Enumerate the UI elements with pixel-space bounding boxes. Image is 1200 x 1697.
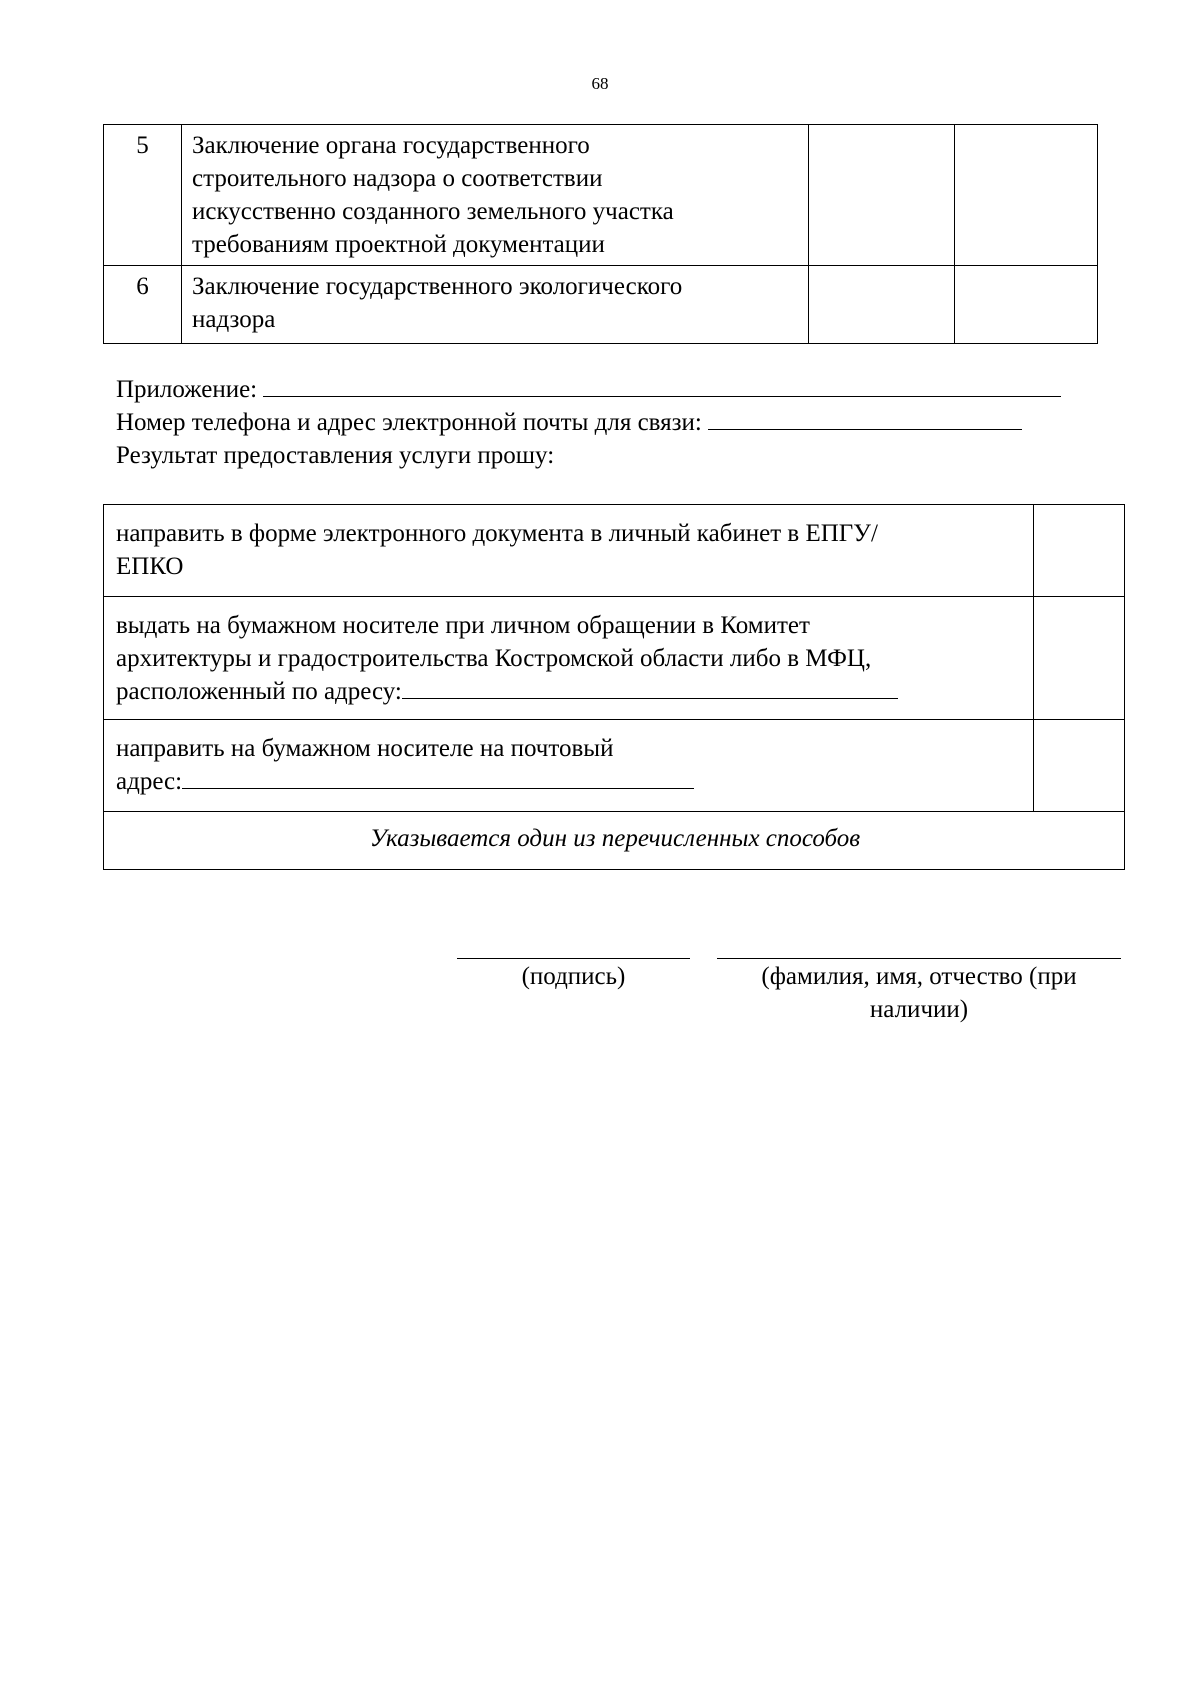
documents-table bbox=[103, 124, 1098, 344]
option-address-line bbox=[116, 765, 1023, 798]
result-heading: Результат предоставления услуги прошу: bbox=[116, 442, 555, 469]
contact-input[interactable] bbox=[708, 407, 1022, 430]
table-row bbox=[104, 505, 1125, 597]
option-text-line: ЕПКО bbox=[116, 553, 184, 580]
attachment-label: Приложение: bbox=[116, 376, 258, 403]
option-post bbox=[104, 720, 1034, 812]
document-name-line: искусственно созданного земельного участка bbox=[192, 198, 674, 225]
empty-cell[interactable] bbox=[809, 266, 955, 344]
contact-label: Номер телефона и адрес электронной почты для связи: bbox=[116, 409, 702, 436]
form-fields bbox=[116, 373, 1061, 472]
option-address-line bbox=[116, 675, 1023, 708]
contact-field bbox=[116, 406, 1061, 439]
full-name-line[interactable] bbox=[717, 958, 1121, 959]
table-row bbox=[104, 266, 1098, 344]
document-name-line: Заключение государственного экологического bbox=[192, 273, 683, 300]
full-name-label bbox=[717, 960, 1121, 1026]
document-name-cell bbox=[182, 125, 809, 266]
row-number: 5 bbox=[104, 125, 182, 266]
page-number: 68 bbox=[591, 74, 609, 93]
address-input[interactable] bbox=[402, 676, 898, 699]
options-note: Указывается один из перечисленных способов bbox=[104, 812, 1125, 870]
option-text-line: направить на бумажном носителе на почтовый bbox=[116, 735, 614, 762]
option-epgu bbox=[104, 505, 1034, 597]
option-checkbox-cell[interactable] bbox=[1034, 597, 1125, 720]
full-name-label-line: (фамилия, имя, отчество (при bbox=[761, 963, 1077, 990]
table-row bbox=[104, 125, 1098, 266]
signature-line[interactable] bbox=[457, 958, 690, 959]
signature-label: (подпись) bbox=[521, 963, 626, 990]
option-checkbox-cell[interactable] bbox=[1034, 505, 1125, 597]
result-options-table bbox=[103, 504, 1125, 870]
option-text: расположенный по адресу: bbox=[116, 678, 402, 705]
attachment-field bbox=[116, 373, 1061, 406]
document-name-line: строительного надзора о соответствии bbox=[192, 165, 603, 192]
attachment-input[interactable] bbox=[263, 374, 1061, 397]
full-name-label-line: наличии) bbox=[869, 996, 969, 1023]
table-row bbox=[104, 597, 1125, 720]
option-text-line: выдать на бумажном носителе при личном обращении в Комитет bbox=[116, 612, 810, 639]
empty-cell[interactable] bbox=[955, 125, 1098, 266]
option-text: адрес: bbox=[116, 768, 183, 795]
table-row bbox=[104, 720, 1125, 812]
row-number: 6 bbox=[104, 266, 182, 344]
document-name-line: требованиям проектной документации bbox=[192, 231, 605, 258]
option-in-person bbox=[104, 597, 1034, 720]
postal-address-input[interactable] bbox=[182, 766, 694, 789]
document-name-cell bbox=[182, 266, 809, 344]
option-text-line: направить в форме электронного документа в личный кабинет в ЕПГУ/ bbox=[116, 520, 878, 547]
document-name-line: надзора bbox=[192, 306, 276, 333]
table-row bbox=[104, 812, 1125, 870]
empty-cell[interactable] bbox=[955, 266, 1098, 344]
document-name-line: Заключение органа государственного bbox=[192, 132, 590, 159]
empty-cell[interactable] bbox=[809, 125, 955, 266]
option-text-line: архитектуры и градостроительства Костромской области либо в МФЦ, bbox=[116, 645, 872, 672]
option-checkbox-cell[interactable] bbox=[1034, 720, 1125, 812]
